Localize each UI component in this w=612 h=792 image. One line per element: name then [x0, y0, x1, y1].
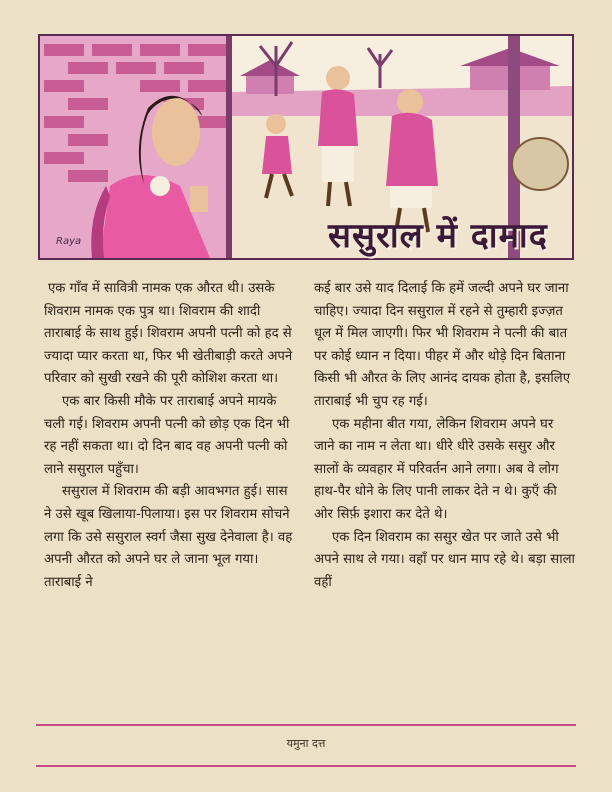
paragraph: एक महीना बीत गया, लेकिन शिवराम अपने घर जाने का नाम न लेता था। धीरे धीरे उसके ससुर और सालों के व्यवहार में परिवर्तन आने लगा। अब वे लोग हाथ-पैर धोने के लिए पानी लाकर देते न थे। कुएँ की ओर सिर्फ़ इशारा कर देते थे। — [314, 416, 559, 522]
illustrator-signature: Raya — [56, 236, 82, 247]
basket — [512, 138, 568, 190]
paragraph: कई बार उसे याद दिलाई कि हमें जल्दी अपने घर जाना चाहिए। ज्यादा दिन ससुराल में रहने से तुम्हारी इज्ज़त धूल में मिल जाएगी। फिर भी शिवराम ने पत्नी की बात पर कोई ध्यान न दिया। पीहर में और थोड़े दिन बिताना किसी भी औरत के लिए आनंद दायक होता है, इसलिए ताराबाई भी चुप रह गई। — [314, 281, 571, 409]
footer-rule-bottom — [36, 765, 576, 767]
left-column — [44, 278, 296, 594]
paragraph: एक बार किसी मौके पर ताराबाई अपने मायके चली गई। शिवराम अपनी पत्नी को छोड़ एक दिन भी रह नहीं सकता था। दो दिन बाद वह अपनी पत्नी को लाने ससुराल पहुँचा। — [44, 393, 290, 477]
right-column — [314, 278, 576, 594]
paragraph: ससुराल में शिवराम की बड़ी आवभगत हुई। सास ने उसे खूब खिलाया-पिलाया। इस पर शिवराम सोचने लगा कि उसे ससुराल स्वर्ग जैसा सुख देनेवाला है। वह अपनी औरत को अपने घर ले जाना भूल गया। ताराबाई ने — [44, 484, 293, 590]
paragraph — [44, 278, 296, 391]
footer-rule-top — [36, 724, 576, 726]
author-credit: यमुना दत्त — [286, 737, 326, 750]
paragraph: एक दिन शिवराम का ससुर खेत पर जाते उसे भी अपने साथ ले गया। वहाँ पर धान माप रहे थे। बड़ा साला वहीं — [314, 529, 575, 590]
story-title: ससुराल में दामाद — [328, 216, 548, 256]
paragraph-text: एक गाँव में सावित्री नामक एक औरत थी। उसके शिवराम नामक एक पुत्र था। शिवराम की शादी ताराबाई के साथ हुई। शिवराम अपनी पत्नी को हद से ज्यादा प्यार करता था, फिर भी खेतीबाड़ी करते अपने परिवार को सुखी रखने की पूरी कोशिश करता था। — [44, 281, 293, 387]
